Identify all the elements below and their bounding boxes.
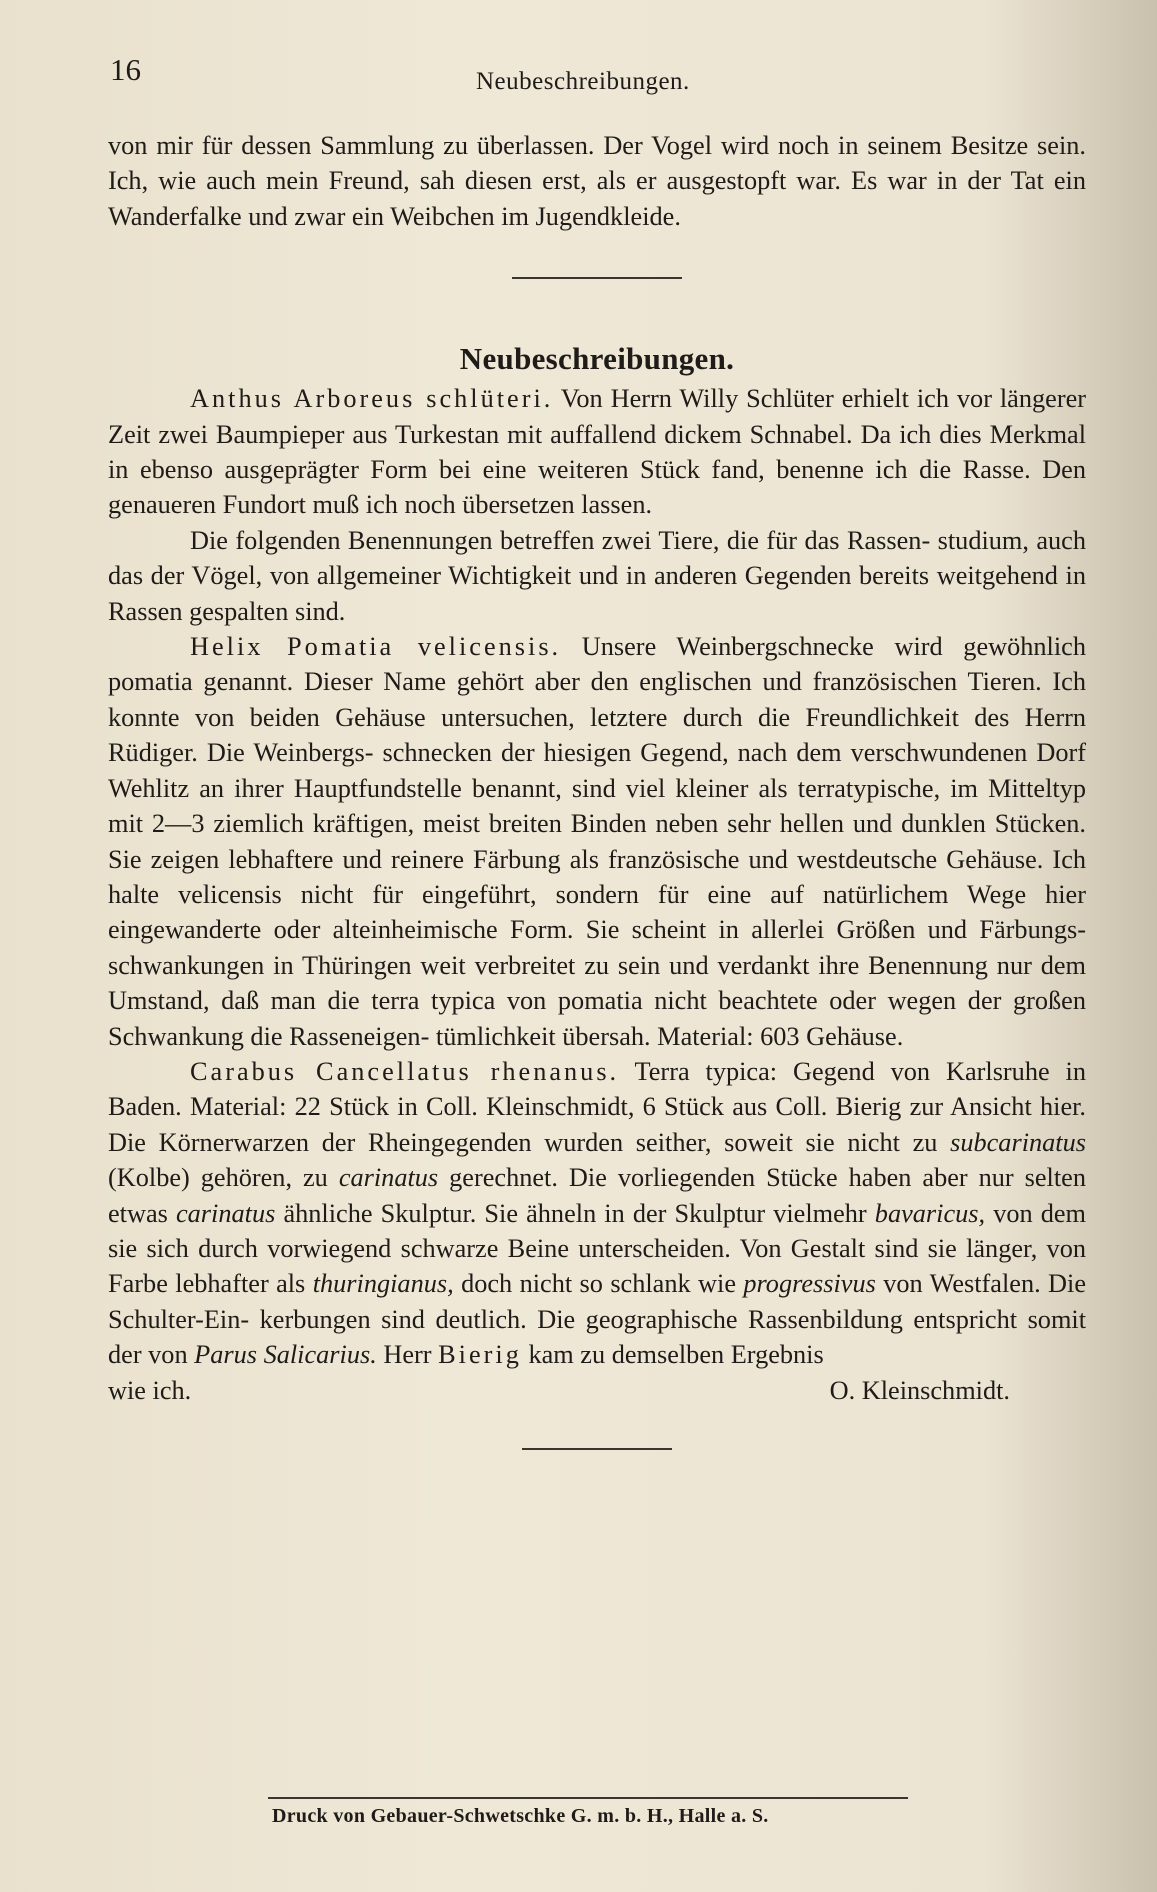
text-line: an ihrer Hauptfundstelle benannt, sind viel kleiner als terratypische, im [199,773,978,803]
text-line: Terra typica: Gegend von [619,1056,931,1086]
helix-paragraph [108,629,1086,1054]
italic-taxon: bavaricus, [874,1198,986,1228]
text-line: wie ich. [108,1375,192,1405]
text-line: etwas [108,1198,176,1228]
text-line: und französischen Tieren. Ich konnte von beiden Gehäuse untersuchen, [108,667,1086,732]
text-line: nicht so schlank wie [519,1269,744,1299]
text-line: für eingeführt, sondern für eine auf natürlichem Wege hier eingewanderte [108,879,1086,945]
italic-taxon: carinatus [175,1198,276,1228]
text-line: somit der von [108,1304,1087,1370]
italic-taxon: subcarinatus [950,1127,1086,1157]
page-body [108,128,1086,1450]
text-line: von Westfalen. Die Schulter-Ein- [108,1269,1087,1334]
text-line: doch [453,1269,513,1299]
page-number: 16 [110,52,141,87]
text-line: hellen und dunklen Stücken. Sie zeigen lebhaftere und reinere Färbung [108,809,1087,874]
text-line: kam zu demselben Ergebnis [521,1340,824,1370]
text-line: Gegenden bereits weitgehend in Rassen gespalten sind. [108,561,1086,626]
text-line: dickem Schnabel. Da ich dies Merkmal in ebenso ausgeprägter Form [108,419,1087,485]
text-line: gerechnet. Die vorliegenden Stücke haben aber nur selten [438,1163,1086,1193]
text-line: (Kolbe) gehören, zu [108,1163,328,1193]
text-line: gewöhnlich pomatia genannt. Dieser Name gehört aber den englischen [108,632,1086,697]
text-line: von mir für dessen Sammlung zu überlassen. Der Vogel wird noch in [108,131,859,160]
text-line: als französische und westdeutsche Gehäuse. Ich halte velicensis nicht [108,844,1087,909]
section-divider [512,277,682,279]
signature-line [108,1373,1086,1408]
text-line: Mitteltyp mit 2—3 ziemlich kräftigen, meist breiten Binden neben sehr [108,773,1086,839]
text-line: bei eine weiteren Stück fand, benenne ich die Rasse. Den genaueren [108,455,1086,520]
text-line: wurden seither, soweit sie nicht zu [544,1127,951,1157]
text-line: Weibchen im Jugendkleide. [390,201,681,231]
text-line: kerbungen sind deutlich. Die geographische Rassenbildung entspricht [259,1304,1018,1334]
text-line: nicht beachtete oder wegen der großen Schwankung die Rasseneigen- [108,986,1086,1051]
page-header [110,52,1090,95]
benennungen-paragraph [108,523,1086,629]
italic-taxon: progressivus [743,1269,876,1299]
text-line: Unsere Weinbergschnecke wird [561,632,943,662]
text-line: Die folgenden Benennungen betreffen zwei Tiere, die für das Rassen- [190,525,931,555]
taxon-name: Carabus Cancellatus rhenanus. [190,1056,620,1086]
text-line: tümlichkeit übersah. Material: 603 Gehäuse. [435,1021,904,1051]
printer-imprint: Druck von Gebauer-Schwetschke G. m. b. H., Halle a. S. [272,1805,769,1827]
text-line: letztere durch die Freundlichkeit des Herrn Rüdiger. Die Weinbergs- [108,702,1087,768]
text-line: Karlsruhe in Baden. Material: 22 Stück in Coll. Kleinschmidt, 6 Stück [108,1056,1086,1122]
text-line: studium, auch das der Vögel, von allgemeiner Wichtigkeit und in anderen [108,525,1086,591]
intro-paragraph [108,128,1086,234]
text-line: aus Coll. Bierig zur Ansicht hier. Die Körnerwarzen der Rheingegenden [108,1092,1087,1157]
text-line: ähnliche Skulptur. Sie ähneln in der Skulptur vielmehr [275,1198,867,1228]
text-line: von dem sie sich durch vorwiegend schwarze Beine unterscheiden. [108,1198,1087,1263]
footer-rule [268,1797,908,1799]
text-line: Benennung nur dem Umstand, daß man die terra typica von pomatia [108,950,1087,1016]
anthus-paragraph [108,381,1086,523]
taxon-name: Helix Pomatia velicensis. [190,632,562,662]
text-line: ich vor längerer Zeit zwei Baumpieper aus Turkestan mit auffallend [108,384,1087,449]
text-line: Fundort muß ich noch übersetzen lassen. [222,490,653,520]
text-line: schnecken der hiesigen Gegend, nach dem verschwundenen Dorf Wehlitz [108,738,1086,803]
text-line: Von Gestalt sind sie länger, von Farbe lebhafter als [108,1233,1086,1299]
text-line: Von Herrn Willy Schlüter erhielt [553,384,909,414]
italic-taxon: carinatus [338,1163,439,1193]
author-signature: O. Kleinschmidt. [829,1375,1010,1405]
spaced-name: Bierig [438,1340,522,1370]
text-line: schwankungen in Thüringen weit verbreitet zu sein und verdankt ihre [108,950,860,980]
carabus-paragraph [108,1054,1086,1373]
text-line: oder alteinheimische Form. Sie scheint in allerlei Größen und Färbungs- [273,915,1087,945]
text-line: ausgestopft war. Es war in der Tat ein Wanderfalke und zwar ein [108,166,1086,231]
text-line: Herr [376,1340,439,1370]
italic-taxon: Parus Salicarius. [194,1340,377,1370]
section-title: Neubeschreibungen. [459,341,735,377]
italic-taxon: thuringianus, [312,1269,454,1299]
end-divider [522,1448,672,1450]
taxon-name: Anthus Arboreus schlüteri. [190,384,554,414]
running-head: Neubeschreibungen. [476,68,690,95]
text-line: seinem Besitze sein. Ich, wie auch mein Freund, sah diesen erst, als er [108,131,1086,196]
